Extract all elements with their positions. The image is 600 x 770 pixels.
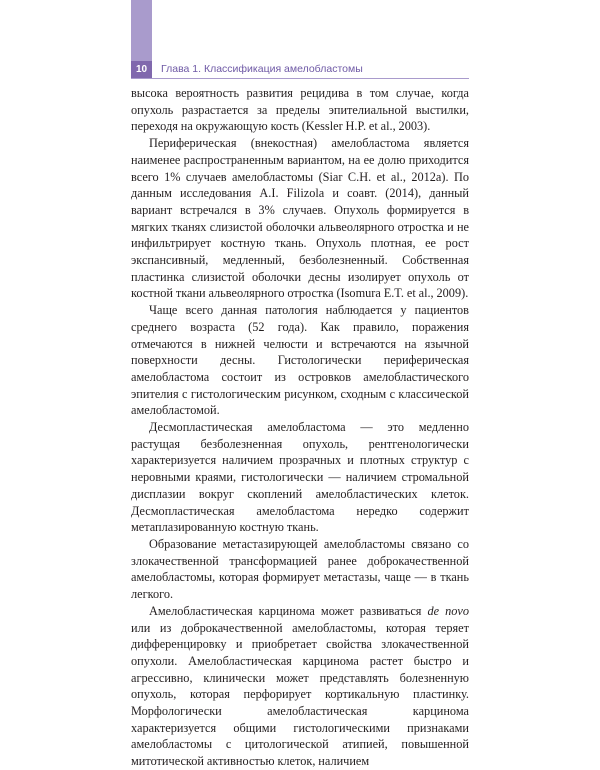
header-rule bbox=[131, 78, 469, 79]
paragraph-text: или из доброкачественной амелобластомы, которая теряет дифференцировку и приобретает свойства злокачественной опухоли. Амелобластическая карцинома растет быстро и агрессивно, клинически может представлять болезненную опухоль, которая перфорирует кортикальную пластинку. Морфологически амелобластическая карцинома характеризуется общими гистологическими признаками амелобластомы с цитологической атипией, повышенной митотической активностью клеток, наличием bbox=[131, 620, 469, 769]
body-text bbox=[131, 85, 469, 770]
paragraph: высока вероятность развития рецидива в том случае, когда опухоль разрастается за пределы эпителиальной выстилки, переходя на окружающую кость (Kessler H.P. et al., 2003). bbox=[131, 86, 469, 134]
running-head-chapter-title: Глава 1. Классификация амелобластомы bbox=[161, 63, 363, 75]
paragraph: Десмопластическая амелобластома — это медленно растущая безболезненная опухоль, рентгенологически характеризуется наличием прозрачных и плотных структур с неровными краями, гистологически — наличием стромальной дисплазии вокруг скоплений амелобластических клеток. Десмопластическая амелобластома нередко содержит метаплазированную костную ткань. bbox=[131, 420, 469, 535]
paragraph: Периферическая (внекостная) амелобластома является наименее распространенным вариантом, на ее долю приходится всего 1% случаев амелобластомы (Siar C.H. et al., 2012a). По данным исследования A.I. Filizola и соавт. (2014), данный вариант встречался в 3% случаев. Опухоль формируется в мягких тканях слизистой оболочки альвеолярного отростка и не инфильтрирует костную ткань. Опухоль плотная, ее рост экспансивный, медленный, безболезненный. Собственная пластинка слизистой оболочки десны изолирует опухоль от костной ткани альвеолярного отростка (Isomura E.T. et al., 2009). bbox=[131, 136, 469, 301]
italic-term: de novo bbox=[427, 603, 469, 618]
paragraph: Чаще всего данная патология наблюдается у пациентов среднего возраста (52 года). Как правило, поражения отмечаются в нижней челюсти и встречаются на язычной поверхности десны. Гистологически периферическая амелобластома состоит из островков амелобластического эпителия с гистологическим рисунком, сходным с классической амелобластомой. bbox=[131, 303, 469, 418]
paragraph-text: Амелобластическая карцинома может развиваться bbox=[149, 603, 428, 618]
paragraph: Образование метастазирующей амелобластомы связано со злокачественной трансформацией ранее доброкачественной амелобластомы, которая формирует метастазы, чаще — в ткань легкого. bbox=[131, 536, 469, 602]
chapter-tab bbox=[131, 0, 152, 61]
paragraph bbox=[131, 603, 469, 770]
page-number: 10 bbox=[131, 61, 152, 78]
